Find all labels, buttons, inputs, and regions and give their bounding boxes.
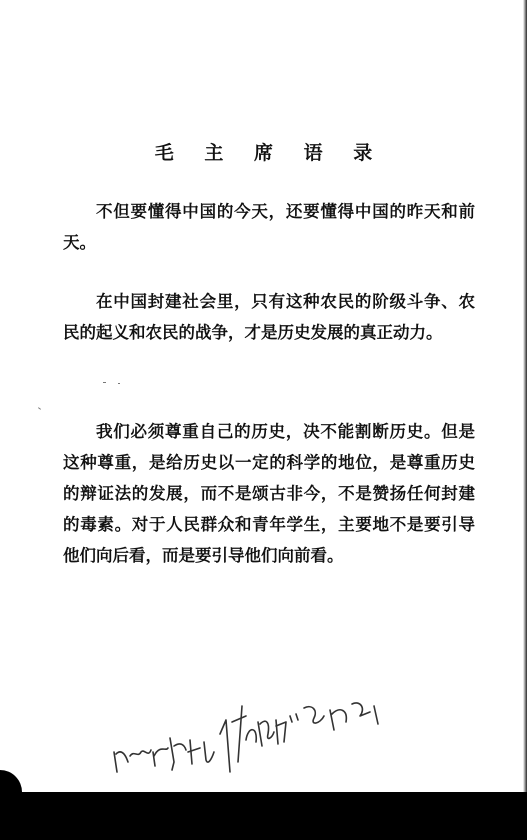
page-edge-shadow: [523, 0, 527, 792]
quote-paragraph-3: 我们必须尊重自己的历史，决不能割断历史。但是这种尊重，是给历史以一定的科学的地位，是尊重历史的辩证法的发展，而不是颂古非今，不是赞扬任何封建的毒素。对于人民群众和青年学生，主要地不是要引导他们向后看，而是要引导他们向前看。: [63, 422, 475, 565]
quote-paragraph-2: 在中国封建社会里，只有这种农民的阶级斗争、农民的起义和农民的战争，才是历史发展的真正动力。: [63, 292, 475, 342]
print-speck: [38, 407, 41, 410]
quote-paragraph-1: 不但要懂得中国的今天，还要懂得中国的昨天和前天。: [63, 202, 475, 252]
print-speck: [103, 382, 106, 383]
scan-bottom-band: [0, 792, 527, 840]
handwritten-signature: [108, 686, 398, 776]
page-title: 毛 主 席 语 录: [154, 142, 385, 164]
print-speck: [118, 383, 120, 384]
